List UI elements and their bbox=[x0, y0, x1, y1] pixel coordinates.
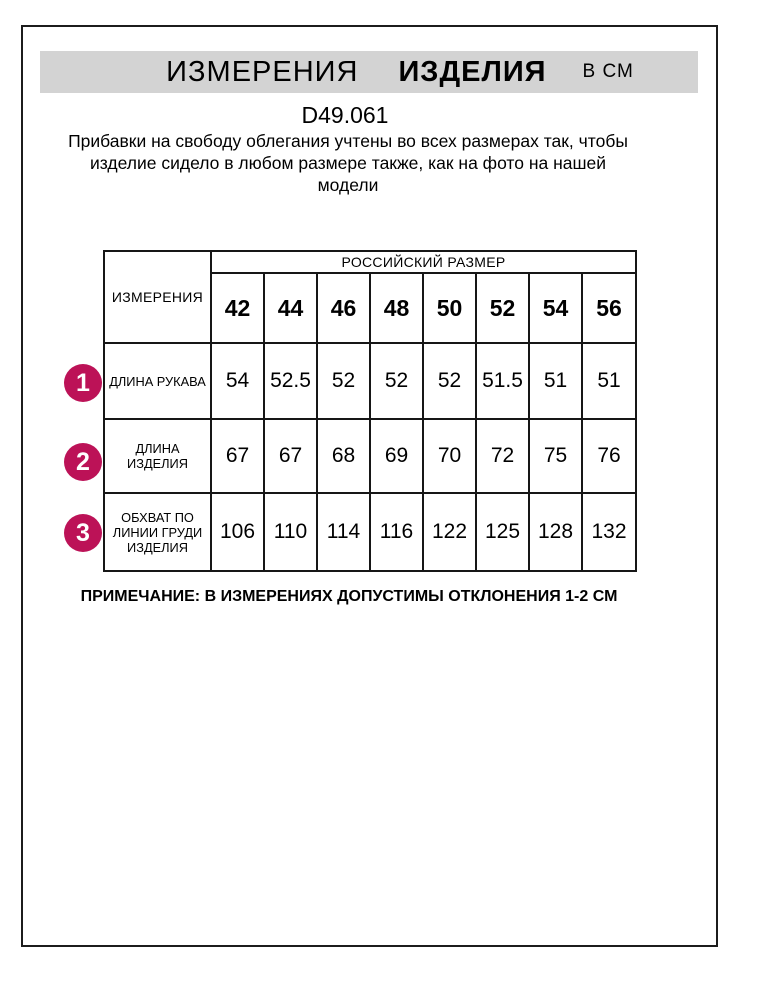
value-cell: 110 bbox=[264, 493, 317, 571]
row-label-sleeve-length: ДЛИНА РУКАВА bbox=[104, 343, 211, 419]
row-number-badge-2: 2 bbox=[64, 443, 102, 481]
value-cell: 122 bbox=[423, 493, 476, 571]
size-chart-table bbox=[103, 250, 637, 572]
value-cell: 132 bbox=[582, 493, 636, 571]
size-header: 52 bbox=[476, 273, 529, 343]
size-header: 44 bbox=[264, 273, 317, 343]
value-cell: 67 bbox=[211, 419, 264, 493]
title-banner bbox=[40, 51, 698, 93]
measurements-column-header: ИЗМЕРЕНИЯ bbox=[104, 251, 211, 343]
value-cell: 106 bbox=[211, 493, 264, 571]
value-cell: 51 bbox=[582, 343, 636, 419]
size-header: 50 bbox=[423, 273, 476, 343]
russian-size-header: РОССИЙСКИЙ РАЗМЕР bbox=[211, 251, 636, 273]
tolerance-note: ПРИМЕЧАНИЕ: В ИЗМЕРЕНИЯХ ДОПУСТИМЫ ОТКЛОНЕНИЯ 1-2 СМ bbox=[80, 588, 618, 605]
product-code: D49.061 bbox=[301, 102, 389, 128]
value-cell: 76 bbox=[582, 419, 636, 493]
value-cell: 68 bbox=[317, 419, 370, 493]
value-cell: 52 bbox=[370, 343, 423, 419]
value-cell: 51.5 bbox=[476, 343, 529, 419]
table-row-sleeve-length bbox=[104, 343, 636, 419]
fit-description: Прибавки на свободу облегания учтены во всех размерах так, чтобы изделие сидело в любом размере также, как на фото на нашей модели bbox=[68, 131, 628, 195]
size-header: 46 bbox=[317, 273, 370, 343]
size-header: 48 bbox=[370, 273, 423, 343]
value-cell: 51 bbox=[529, 343, 582, 419]
size-header: 54 bbox=[529, 273, 582, 343]
value-cell: 128 bbox=[529, 493, 582, 571]
value-cell: 52.5 bbox=[264, 343, 317, 419]
row-label-chest-girth: ОБХВАТ ПО ЛИНИИ ГРУДИ ИЗДЕЛИЯ bbox=[104, 493, 211, 571]
value-cell: 72 bbox=[476, 419, 529, 493]
page-title-units: В СМ bbox=[582, 61, 634, 82]
value-cell: 116 bbox=[370, 493, 423, 571]
value-cell: 114 bbox=[317, 493, 370, 571]
value-cell: 75 bbox=[529, 419, 582, 493]
value-cell: 54 bbox=[211, 343, 264, 419]
table-row-garment-length bbox=[104, 419, 636, 493]
page-title-measurements: ИЗМЕРЕНИЯ bbox=[166, 55, 359, 88]
value-cell: 67 bbox=[264, 419, 317, 493]
row-label-garment-length: ДЛИНА ИЗДЕЛИЯ bbox=[104, 419, 211, 493]
value-cell: 52 bbox=[423, 343, 476, 419]
row-number-badge-3: 3 bbox=[64, 514, 102, 552]
size-header: 56 bbox=[582, 273, 636, 343]
page-title-product: ИЗДЕЛИЯ bbox=[398, 55, 547, 88]
value-cell: 70 bbox=[423, 419, 476, 493]
table-row-chest-girth bbox=[104, 493, 636, 571]
value-cell: 69 bbox=[370, 419, 423, 493]
value-cell: 52 bbox=[317, 343, 370, 419]
row-number-badge-1: 1 bbox=[64, 364, 102, 402]
value-cell: 125 bbox=[476, 493, 529, 571]
size-header: 42 bbox=[211, 273, 264, 343]
